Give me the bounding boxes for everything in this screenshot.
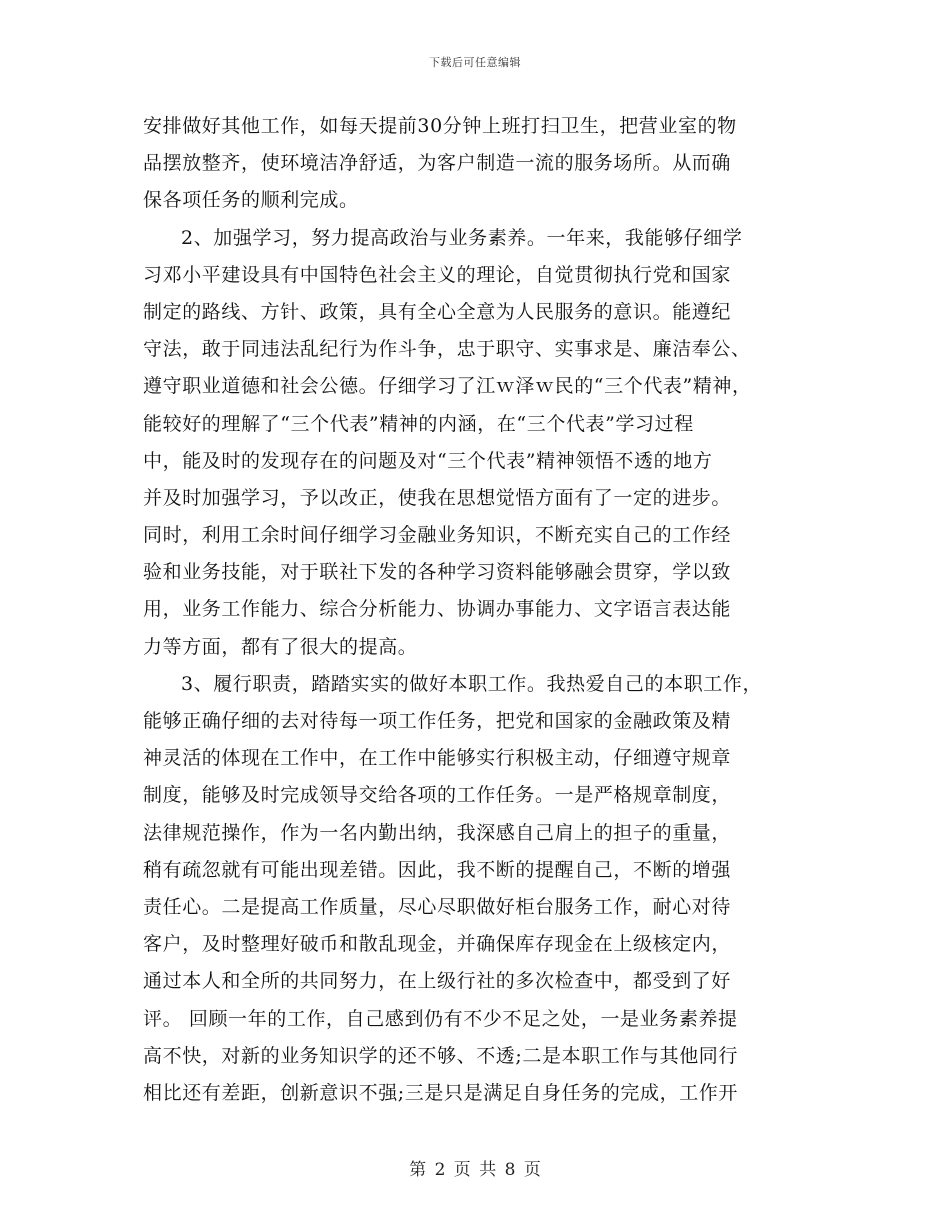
text-line: 神灵活的体现在工作中，在工作中能够实行积极主动，仔细遵守规章 — [143, 747, 732, 770]
document-body — [143, 108, 813, 1112]
text-line: 安排做好其他工作，如每天提前30分钟上班打扫卫生，把营业室的物 — [143, 115, 737, 137]
text-line: 品摆放整齐，使环境洁净舒适，为客户制造一流的服务场所。从而确 — [143, 152, 732, 175]
text-line: 用，业务工作能力、综合分析能力、协调办事能力、文字语言表达能 — [143, 598, 732, 621]
text-line: 通过本人和全所的共同努力，在上级行社的多次检查中，都受到了好 — [143, 970, 732, 993]
page-number-footer: 第 2 页 共 8 页 — [409, 1160, 541, 1180]
text-line: 能较好的理解了“三个代表”精神的内涵，在“三个代表”学习过程 — [143, 412, 694, 435]
text-line: 习邓小平建设具有中国特色社会主义的理论，自觉贯彻执行党和国家 — [143, 263, 732, 286]
text-line: 并及时加强学习，予以改正，使我在思想觉悟方面有了一定的进步。 — [143, 486, 732, 509]
text-line: 相比还有差距，创新意识不强;三是只是满足自身任务的完成，工作开 — [143, 1081, 739, 1104]
text-line: 制度，能够及时完成领导交给各项的工作任务。一是严格规章制度， — [143, 784, 732, 807]
text-line: 客户，及时整理好破币和散乱现金，并确保库存现金在上级核定内， — [143, 933, 732, 956]
text-line: 中，能及时的发现存在的问题及对“三个代表”精神领悟不透的地方 — [143, 449, 713, 472]
text-line: 遵守职业道德和社会公德。仔细学习了江ｗ泽ｗ民的“三个代表”精神， — [143, 375, 752, 398]
text-line: 同时，利用工余时间仔细学习金融业务知识，不断充实自己的工作经 — [143, 524, 732, 547]
text-line: 验和业务技能，对于联社下发的各种学习资料能够融会贯穿，学以致 — [143, 561, 732, 584]
text-line: 责任心。二是提高工作质量，尽心尽职做好柜台服务工作，耐心对待 — [143, 895, 732, 918]
page-header: 下载后可任意编辑 — [429, 56, 521, 69]
text-line: 高不快，对新的业务知识学的还不够、不透;二是本职工作与其他同行 — [143, 1044, 739, 1067]
paragraph-start-line: 3、履行职责，踏踏实实的做好本职工作。我热爱自己的本职工作， — [181, 672, 763, 695]
text-line: 评。 回顾一年的工作，自己感到仍有不少不足之处，一是业务素养提 — [143, 1007, 738, 1030]
text-line: 能够正确仔细的去对待每一项工作任务，把党和国家的金融政策及精 — [143, 710, 732, 732]
text-line: 守法，敢于同违法乱纪行为作斗争，忠于职守、实事求是、廉洁奉公、 — [143, 338, 751, 361]
text-line: 法律规范操作，作为一名内勤出纳，我深感自己肩上的担子的重量， — [143, 821, 732, 844]
text-line: 保各项任务的顺利完成。 — [143, 189, 359, 212]
text-line: 稍有疏忽就有可能出现差错。因此，我不断的提醒自己，不断的增强 — [143, 858, 732, 881]
paragraph-start-line: 2、加强学习，努力提高政治与业务素养。一年来，我能够仔细学 — [181, 226, 743, 249]
text-line: 制定的路线、方针、政策，具有全心全意为人民服务的意识。能遵纪 — [143, 300, 732, 323]
text-line: 力等方面，都有了很大的提高。 — [143, 635, 418, 658]
